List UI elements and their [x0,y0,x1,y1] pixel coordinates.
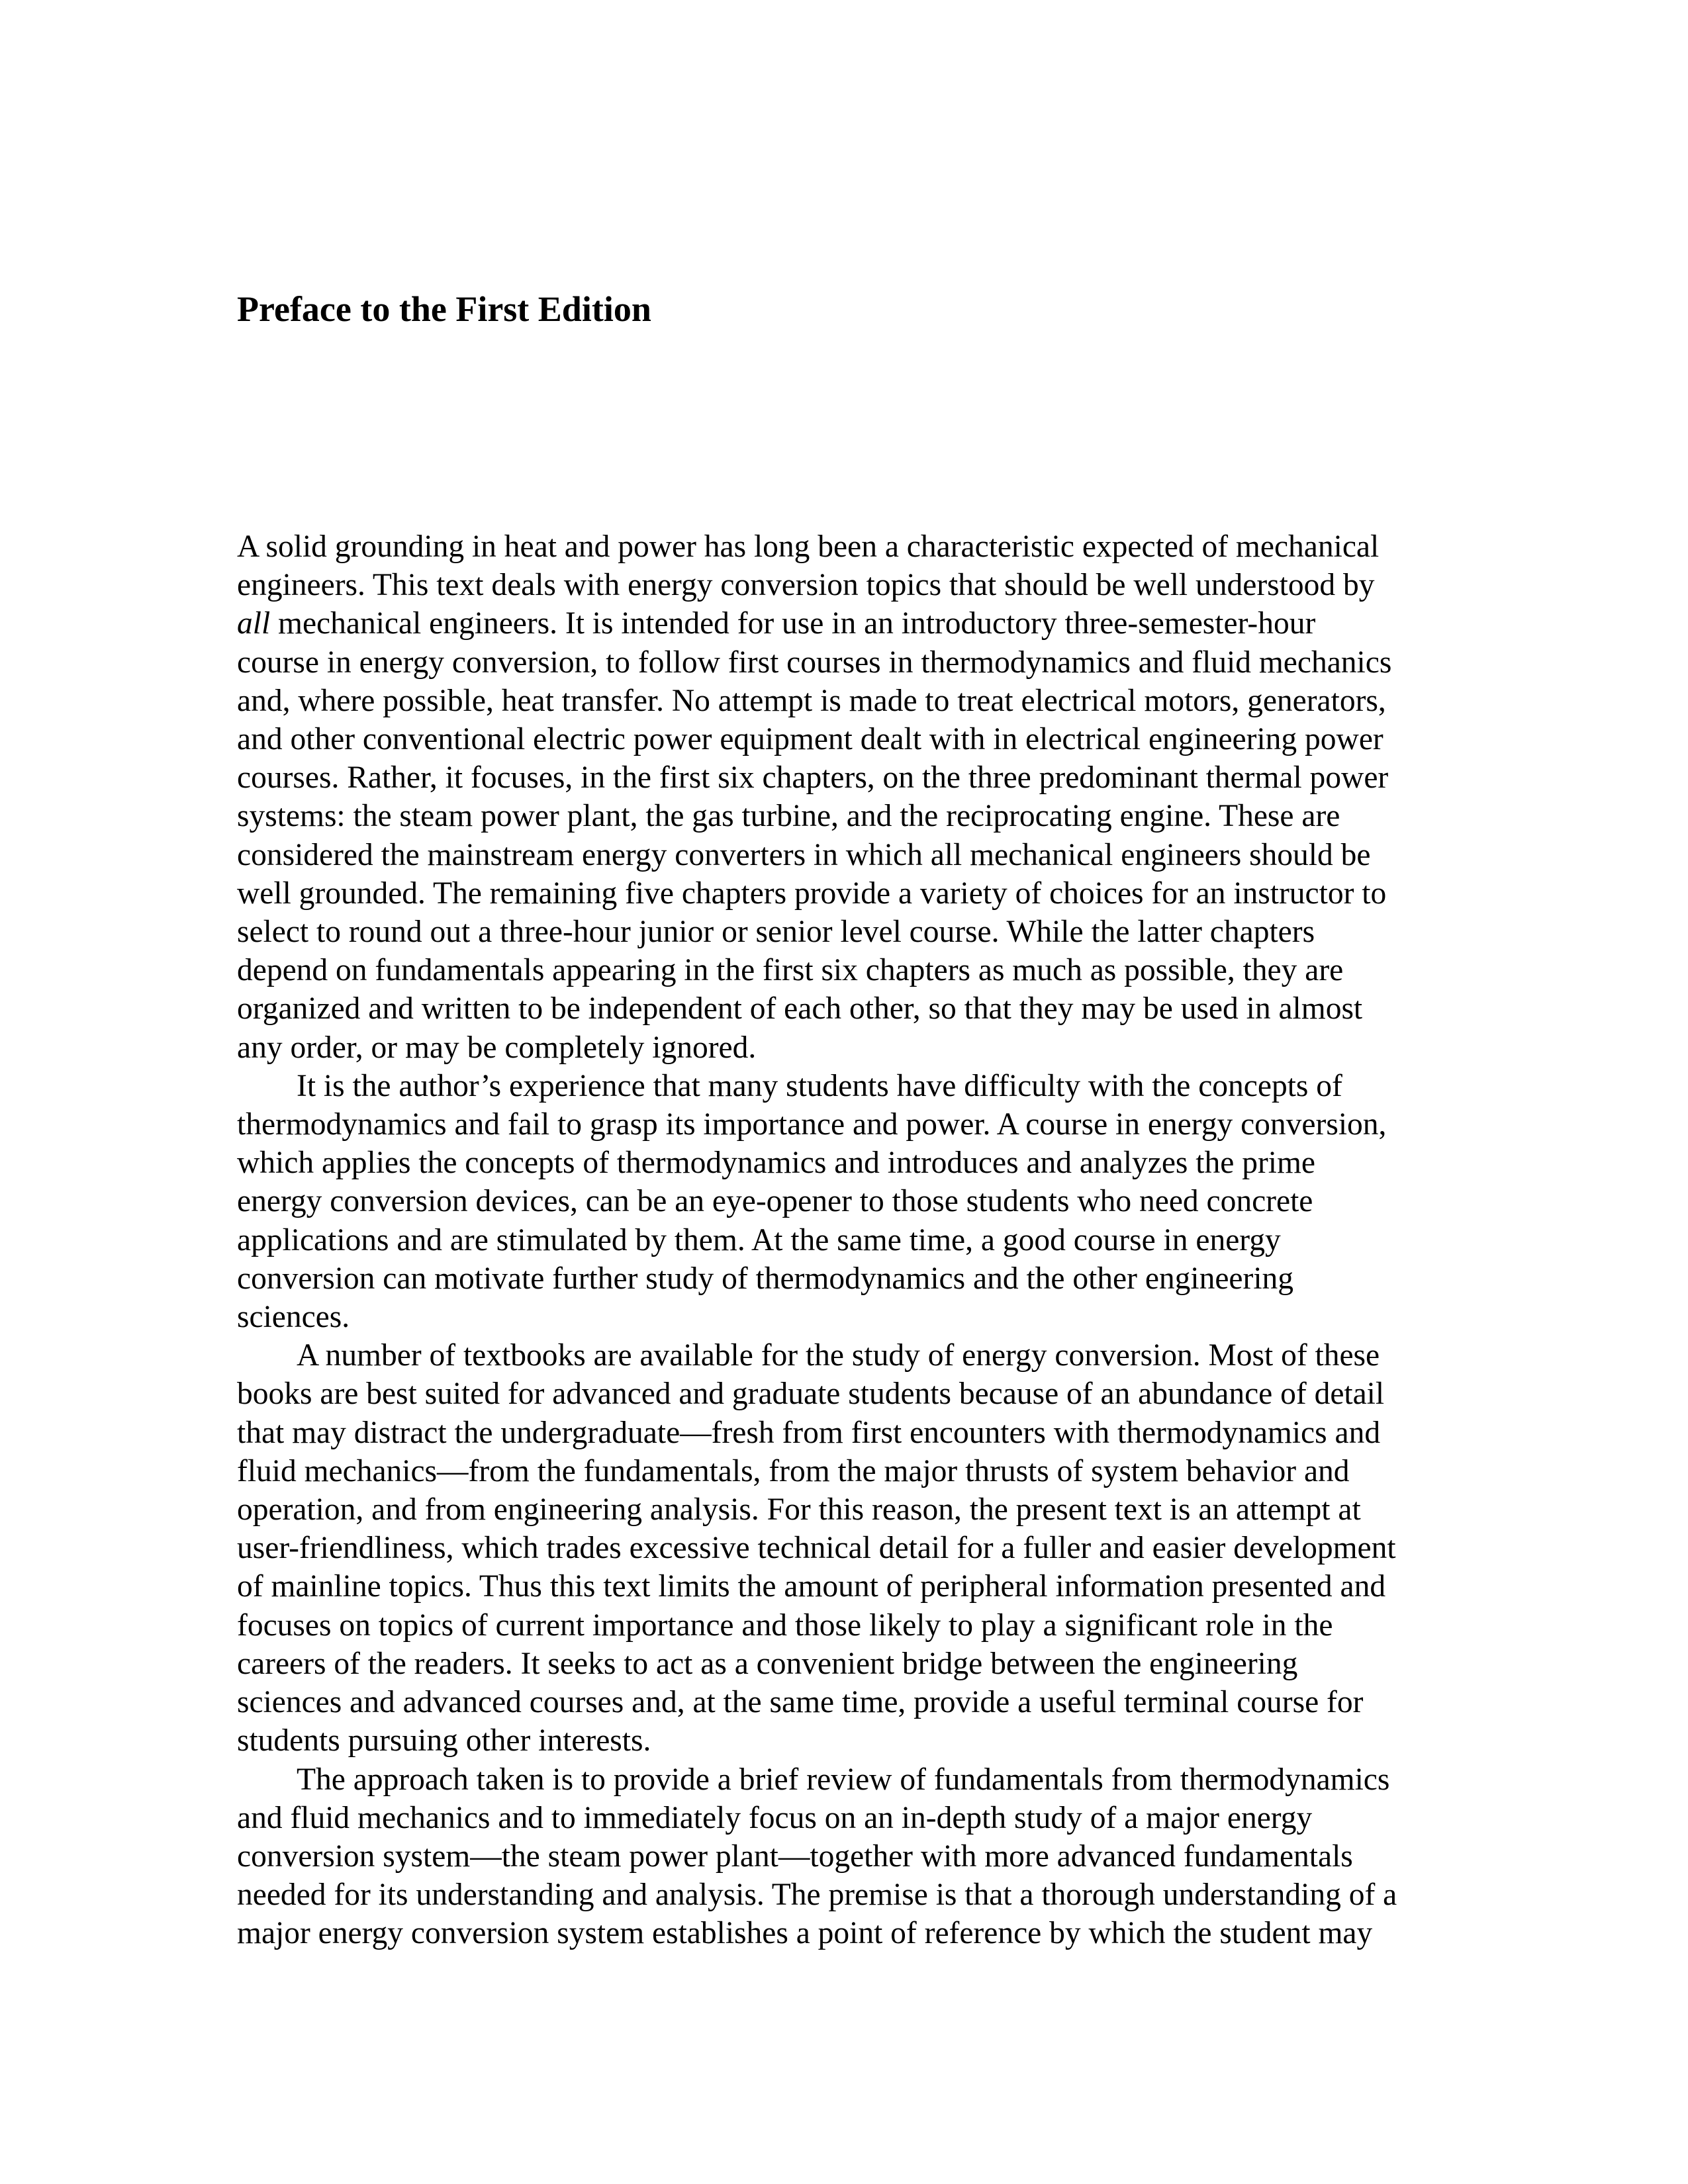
text-line: organized and written to be independent of each other, so that they may be used in almost [237,991,1363,1026]
text-line: course in energy conversion, to follow first courses in thermodynamics and fluid mechanics [237,645,1392,680]
text-line: careers of the readers. It seeks to act as a convenient bridge between the engineering [237,1646,1298,1681]
text-line: needed for its understanding and analysis. The premise is that a thorough understanding of a [237,1878,1397,1913]
text-line: which applies the concepts of thermodynamics and introduces and analyzes the prime [237,1146,1315,1181]
text-line: applications and are stimulated by them. At the same time, a good course in energy [237,1222,1281,1257]
text-line: and fluid mechanics and to immediately focus on an in-depth study of a major energy [237,1800,1313,1835]
text-line-rest: mechanical engineers. It is intended for use in an introductory three-semester-hour [270,606,1316,641]
paragraph-start-line: A number of textbooks are available for the study of energy conversion. Most of these [297,1338,1380,1373]
text-line: and, where possible, heat transfer. No attempt is made to treat electrical motors, generators, [237,683,1386,718]
text-line: of mainline topics. Thus this text limits the amount of peripheral information presented and [237,1569,1386,1604]
text-line: depend on fundamentals appearing in the first six chapters as much as possible, they are [237,953,1344,988]
text-line: thermodynamics and fail to grasp its importance and power. A course in energy conversion, [237,1107,1387,1142]
text-line: systems: the steam power plant, the gas turbine, and the reciprocating engine. These are [237,799,1340,834]
emphasis-all: all [237,606,271,641]
text-line: select to round out a three-hour junior or senior level course. While the latter chapters [237,915,1315,950]
paragraph-start-line: The approach taken is to provide a brief review of fundamentals from thermodynamics [297,1762,1390,1797]
text-line [237,604,1455,643]
text-line: sciences. [237,1300,350,1335]
text-line: engineers. This text deals with energy conversion topics that should be well understood by [237,568,1375,603]
text-line: focuses on topics of current importance and those likely to play a significant role in the [237,1608,1333,1643]
paragraph-start-line: It is the author’s experience that many students have difficulty with the concepts of [297,1068,1342,1103]
text-line: fluid mechanics—from the fundamentals, from the major thrusts of system behavior and [237,1453,1350,1488]
preface-body [237,527,1455,1953]
page-title: Preface to the First Edition [237,289,651,329]
text-line: books are best suited for advanced and graduate students because of an abundance of detail [237,1377,1385,1412]
text-line: major energy conversion system establishes a point of reference by which the student may [237,1916,1373,1951]
text-line: user-friendliness, which trades excessive technical detail for a fuller and easier development [237,1531,1396,1566]
text-line: energy conversion devices, can be an eye-opener to those students who need concrete [237,1184,1313,1219]
text-line: well grounded. The remaining five chapters provide a variety of choices for an instructor to [237,876,1387,911]
text-line: and other conventional electric power equipment dealt with in electrical engineering power [237,722,1383,757]
text-line: conversion system—the steam power plant—together with more advanced fundamentals [237,1839,1353,1874]
text-line: courses. Rather, it focuses, in the first six chapters, on the three predominant thermal power [237,760,1389,796]
text-line: A solid grounding in heat and power has long been a characteristic expected of mechanical [237,529,1380,564]
text-line: conversion can motivate further study of thermodynamics and the other engineering [237,1261,1294,1296]
text-line: that may distract the undergraduate—fresh from first encounters with thermodynamics and [237,1415,1381,1450]
text-line: operation, and from engineering analysis. For this reason, the present text is an attempt at [237,1492,1361,1527]
text-line: sciences and advanced courses and, at the same time, provide a useful terminal course for [237,1685,1364,1720]
text-line: students pursuing other interests. [237,1723,651,1758]
text-line: any order, or may be completely ignored. [237,1030,757,1065]
text-line: considered the mainstream energy converters in which all mechanical engineers should be [237,837,1371,872]
